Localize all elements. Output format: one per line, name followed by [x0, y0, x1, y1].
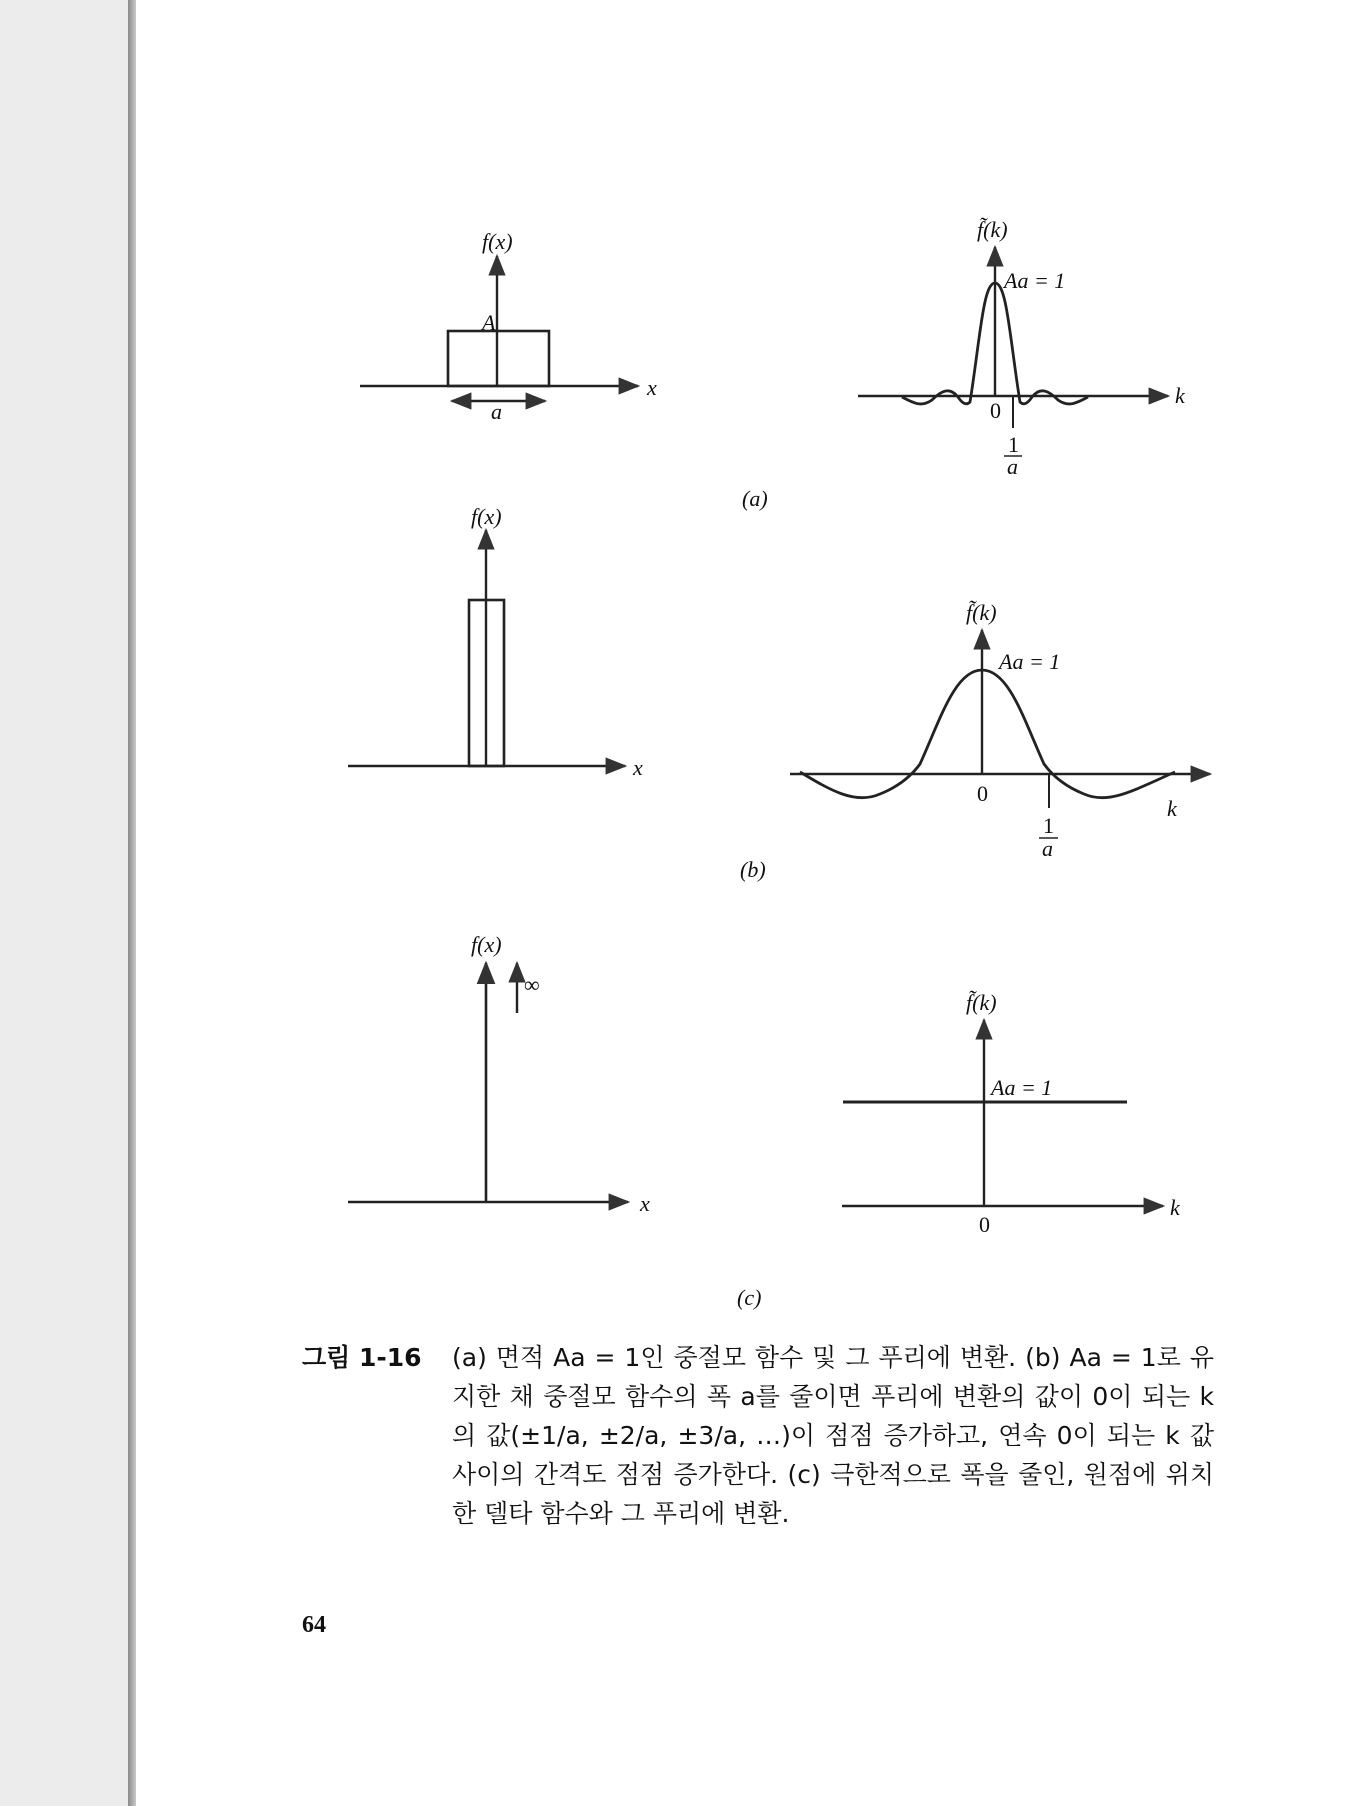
panel-a-zero-num: 1	[1008, 432, 1019, 457]
panel-a-fx-label: f(x)	[482, 229, 513, 254]
panel-a-height-label: A	[482, 310, 496, 335]
panel-b-sinc-curve	[800, 670, 1175, 798]
panel-a	[360, 217, 1186, 511]
panel-c	[348, 932, 1181, 1310]
panel-a-peak-label: Aa = 1	[1004, 268, 1066, 293]
panel-a-origin-label: 0	[990, 398, 1001, 423]
panel-b-subfig-label: (b)	[740, 857, 766, 882]
figure-caption	[302, 1338, 1214, 1533]
panel-c-level-label: Aa = 1	[991, 1075, 1053, 1100]
panel-b-k-label: k	[1167, 796, 1177, 821]
panel-b-fx-label: f(x)	[471, 504, 502, 529]
panel-a-subfig-label: (a)	[742, 486, 768, 511]
panel-a-zero-den: a	[1007, 454, 1018, 479]
panel-a-width-label: a	[491, 399, 502, 424]
panel-c-subfig-label: (c)	[737, 1285, 762, 1310]
panel-b-x-label: x	[633, 755, 643, 780]
panel-c-infinity-label: ∞	[524, 972, 540, 997]
panel-a-x-label: x	[647, 375, 657, 400]
caption-label: 그림 1-16	[302, 1343, 422, 1372]
panel-b-peak-label: Aa = 1	[999, 649, 1061, 674]
caption-text: (a) 면적 Aa = 1인 중절모 함수 및 그 푸리에 변환. (b) Aa = 1로 유지한 채 중절모 함수의 폭 a를 줄이면 푸리에 변환의 값이 0이 되는 k의 값(±1/a, ±2/a, ±3/a, …)이 점점 증가하고, 연속 0이 되는 k 값 사이의 간격도 점점 증가한다. (c) 극한적으로 폭을 줄인, 원점에 위치한 델타 함수와 그 푸리에 변환.	[452, 1343, 1214, 1528]
panel-a-k-label: k	[1175, 383, 1185, 408]
panel-b-fk-label: f̃(k)	[966, 600, 997, 625]
panel-a-top-hat	[448, 331, 549, 386]
panel-c-fk-label: f̃(k)	[966, 990, 997, 1015]
panel-b-origin-label: 0	[977, 781, 988, 806]
panel-c-x-label: x	[640, 1191, 650, 1216]
panel-b	[348, 504, 1210, 882]
panel-a-fk-label: f̃(k)	[977, 217, 1008, 242]
page-number: 64	[302, 1612, 326, 1638]
panel-c-fx-label: f(x)	[471, 932, 502, 957]
panel-b-zero-num: 1	[1043, 813, 1054, 838]
panel-c-k-label: k	[1170, 1195, 1180, 1220]
panel-b-zero-den: a	[1042, 836, 1053, 861]
panel-c-origin-label: 0	[979, 1212, 990, 1237]
